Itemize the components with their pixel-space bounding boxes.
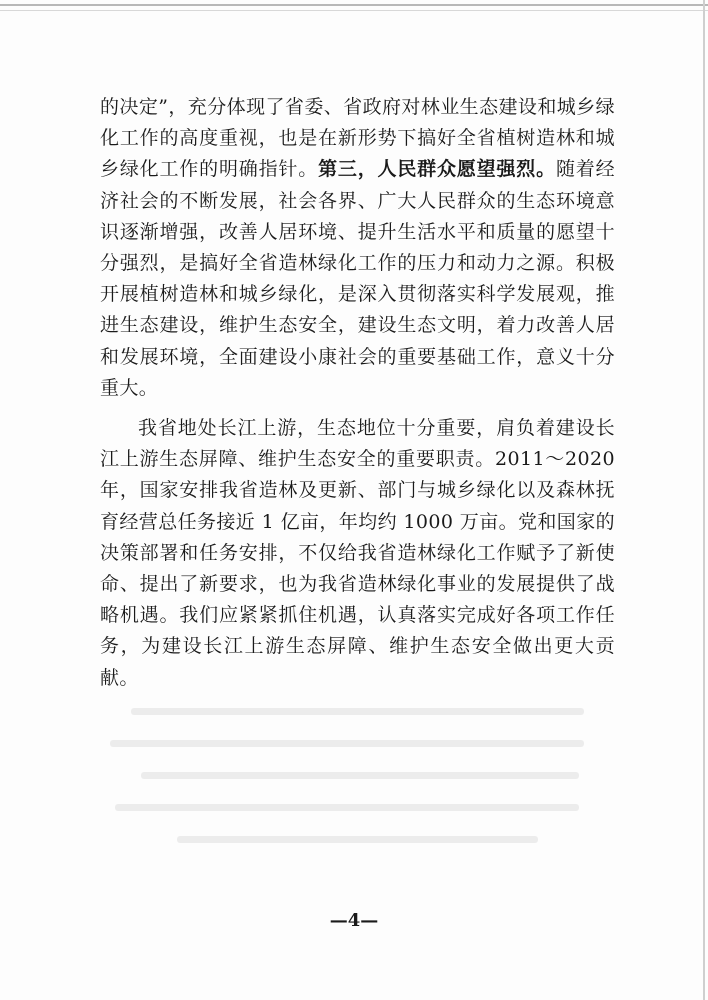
paragraph-1-text-continued: 随着经济社会的不断发展，社会各界、广大人民群众的生态环境意识逐渐增强，改善人居环境、提升生活水平和质量的愿望十分强烈，是搞好全省造林绿化工作的压力和动力之源。积极开展植树造林和城乡绿化，是深入贯彻落实科学发展观，推进生态建设，维护生态安全，建设生态文明，着力改善人居和发展环境，全面建设小康社会的重要基础工作，意义十分重大。 — [100, 158, 615, 399]
bleed-line — [131, 708, 584, 715]
paragraph-2-text: 我省地处长江上游，生态地位十分重要，肩负着建设长江上游生态屏障、维护生态安全的重要职责。2011～2020 年，国家安排我省造林及更新、部门与城乡绿化以及森林抚育经营总任务接近 1 亿亩，年均约 1000 万亩。党和国家的决策部署和任务安排，不仅给我省造林绿化工作赋予了新使命、提出了新要求，也为我省造林绿化事业的发展提供了战略机遇。我们应紧紧抓住机遇，认真落实完成好各项工作任务，为建设长江上游生态屏障、维护生态安全做出更大贡献。 — [100, 417, 616, 689]
page-number: —4— — [329, 910, 379, 931]
paragraph-1-bold-heading: 第三，人民群众愿望强烈。 — [318, 158, 556, 181]
bleed-line — [110, 740, 584, 747]
right-edge-line — [703, 0, 705, 1000]
bleed-line — [177, 836, 538, 843]
paragraph-1 — [100, 92, 615, 404]
body-text — [100, 92, 615, 694]
top-edge-line-secondary — [0, 10, 708, 11]
bleed-line — [141, 772, 579, 779]
top-edge-line — [0, 4, 708, 6]
bleed-line — [115, 804, 579, 811]
paragraph-2 — [100, 413, 615, 694]
bleed-through-text — [100, 700, 615, 870]
paragraph-1-text: 的决定”，充分体现了省委、省政府对林业生态建设和城乡绿化工作的高度重视，也是在新形势下搞好全省植树造林和城乡绿化工作的明确指针。 — [100, 96, 615, 181]
